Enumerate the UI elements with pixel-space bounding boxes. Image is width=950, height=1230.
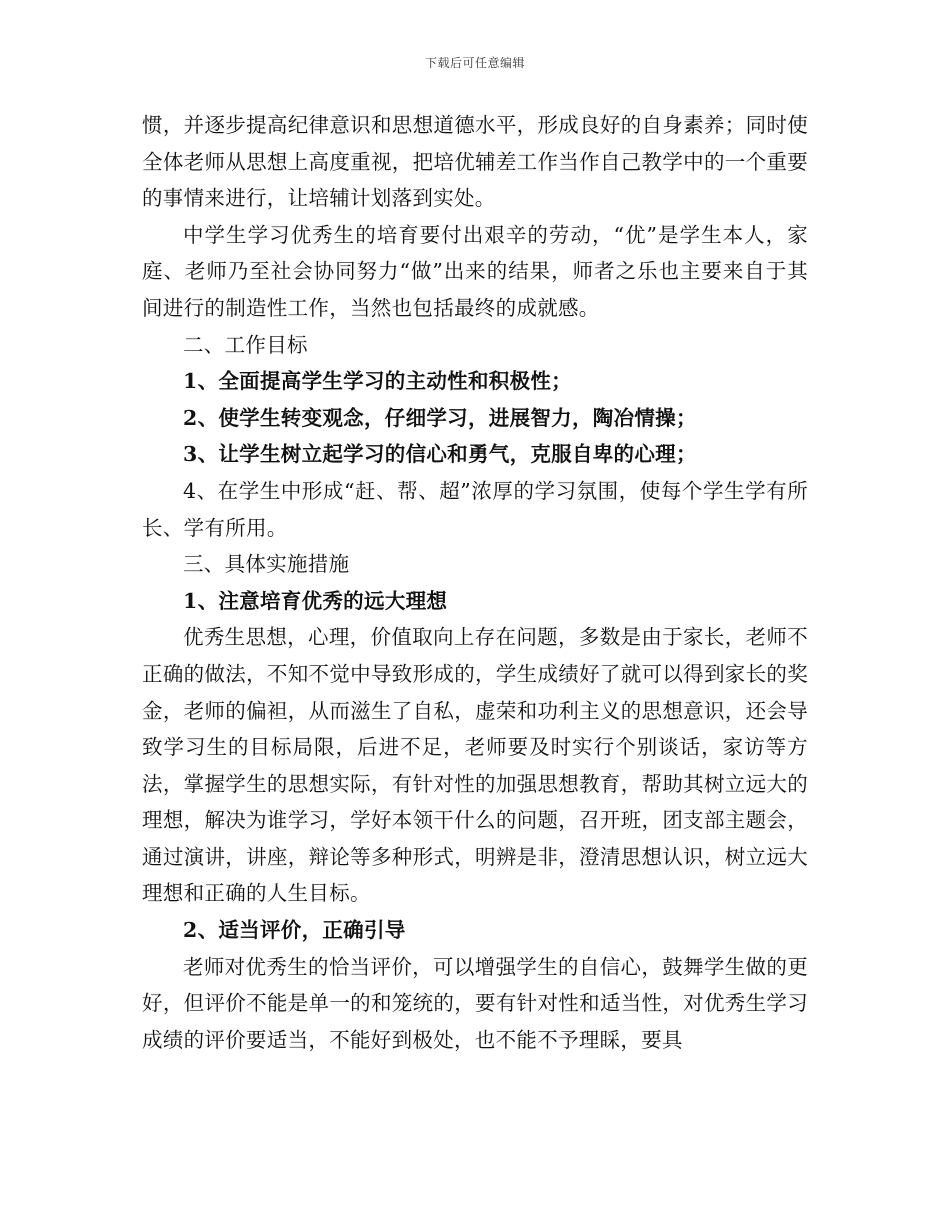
document-body	[142, 107, 808, 1058]
goal-item-2: 2、使学生转变观念，仔细学习，进展智力，陶冶情操；	[183, 405, 697, 430]
paragraph-continuation: 惯，并逐步提高纪律意识和思想道德水平，形成良好的自身素养；同时使全体老师从思想上高度重视，把培优辅差工作当作自己教学中的一个重要的事情来进行，让培辅计划落到实处。	[142, 113, 808, 211]
goal-item-3: 3、让学生树立起学习的信心和勇气，克服自卑的心理；	[183, 442, 697, 467]
measure-paragraph-2: 老师对优秀生的恰当评价，可以增强学生的自信心，鼓舞学生做的更好，但评价不能是单一的和笼统的，要有针对性和适当性，对优秀生学习成绩的评价要适当，不能好到极处，也不能不予理睬，要具	[142, 954, 808, 1052]
page-header-note: 下载后可任意编辑	[424, 56, 525, 70]
section-heading-measures: 三、具体实施措施	[183, 552, 350, 577]
section-heading-work-goals: 二、工作目标	[183, 332, 308, 357]
measure-heading-1: 1、注意培育优秀的远大理想	[183, 588, 448, 613]
measure-heading-2: 2、适当评价，正确引导	[183, 918, 406, 943]
goal-item-1: 1、全面提高学生学习的主动性和积极性；	[183, 369, 572, 394]
paragraph-excellent-students: 中学生学习优秀生的培育要付出艰辛的劳动，“优”是学生本人，家庭、老师乃至社会协同努力“做”出来的结果，师者之乐也主要来自于其间进行的制造性工作，当然也包括最终的成就感。	[142, 222, 808, 320]
goal-item-4: 4、在学生中形成“赶、帮、超”浓厚的学习氛围，使每个学生学有所长、学有所用。	[142, 478, 808, 540]
measure-paragraph-1: 优秀生思想，心理，价值取向上存在问题，多数是由于家长，老师不正确的做法，不知不觉中导致形成的，学生成绩好了就可以得到家长的奖金，老师的偏袒，从而滋生了自私，虚荣和功利主义的思想意识，还会导致学习生的目标局限，后进不足，老师要及时实行个别谈话，家访等方法，掌握学生的思想实际，有针对性的加强思想教育，帮助其树立远大的理想，解决为谁学习，学好本领干什么的问题，召开班，团支部主题会，通过演讲，讲座，辩论等多种形式，明辨是非，澄清思想认识，树立远大理想和正确的人生目标。	[142, 625, 808, 906]
